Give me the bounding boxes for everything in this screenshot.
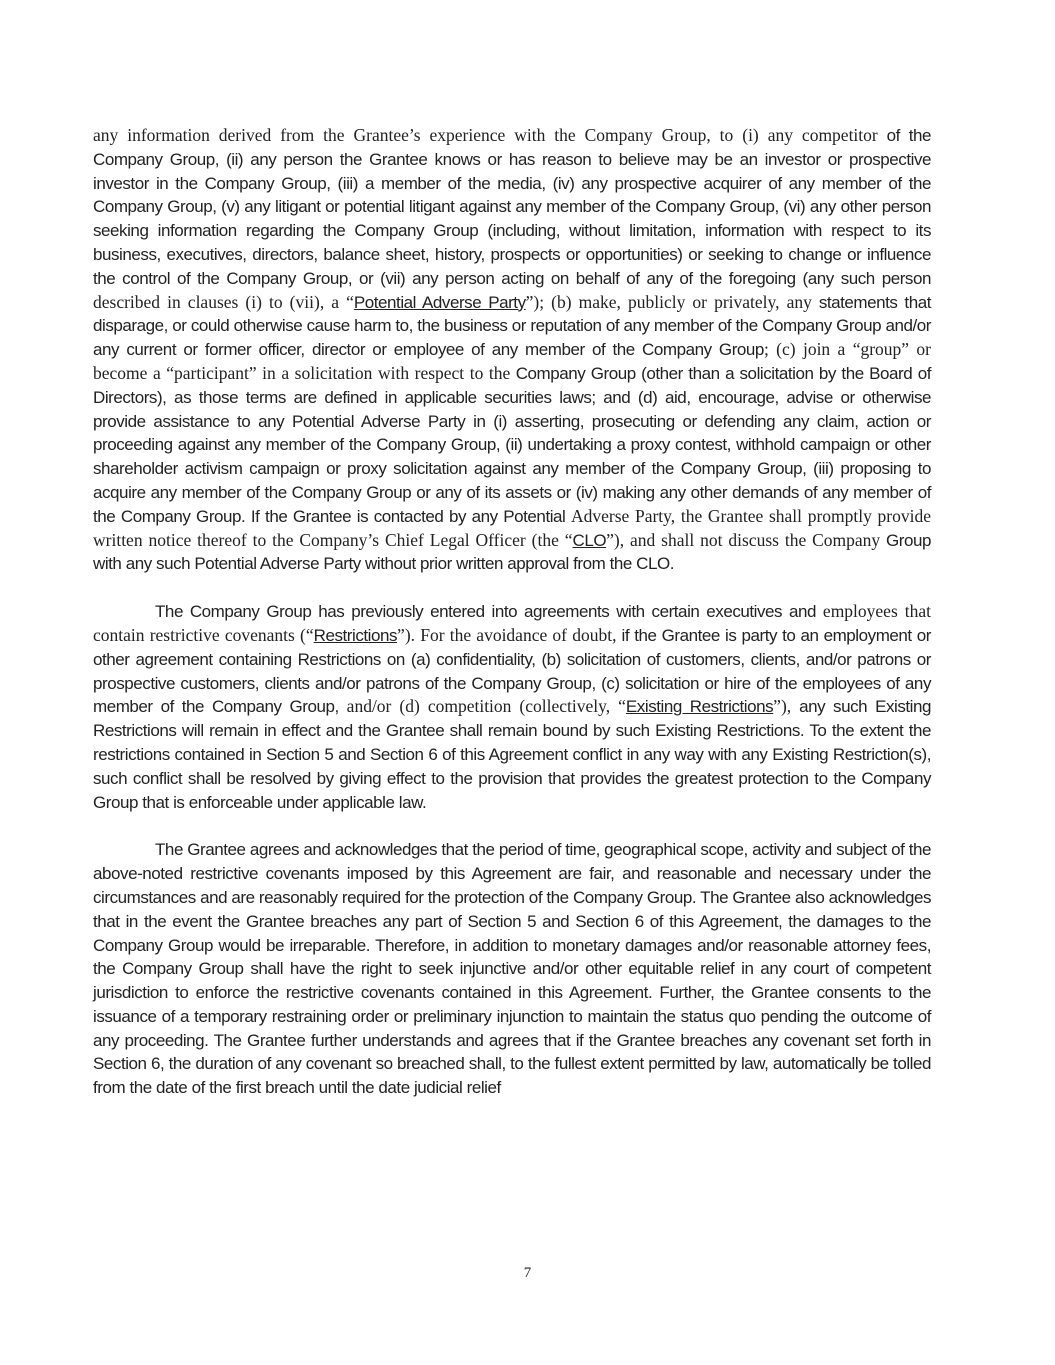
text-run: The Grantee agrees and acknowledges that the period of time, geographical scope, activity and subject of the above-noted restrictive covenants imposed by this Agreement are fair, and reasonable and necessary under the circumstances and are reasonably required for the protection of the Company Group. The Grantee also acknowledges that in the event the Grantee breaches any part of Section 5 and Section 6 of this Agreement, the damages to the Company Group would be irreparable. Therefore, in addition to monetary damages and/or reasonable attorney fees, the Company Group shall have the right to seek injunctive and/or other equitable relief in any court of competent jurisdiction to enforce the restrictive covenants contained in this Agreement. Further, the Grantee consents to the issuance of a temporary restraining order or preliminary injunction to maintain the status quo pending the outcome of any proceeding. The Grantee further understands and agrees that if the Grantee breaches any covenant set forth in Section 6, the duration of any covenant so breached shall, to the fullest extent permitted by law, automatically be tolled from the date of the first breach until the date judicial relief	[93, 840, 931, 1098]
defined-term: CLO	[572, 530, 607, 550]
text-run: ”). For the avoidance of doubt,	[397, 624, 617, 645]
defined-term: Potential Adverse Party	[353, 292, 526, 312]
defined-term: Restrictions	[313, 625, 398, 645]
defined-term: Existing Restrictions	[625, 697, 774, 717]
text-run: described in clauses (i) to (vii), a “	[93, 291, 354, 312]
text-run: ”); (b) make, publicly or privately, any	[525, 291, 812, 312]
page-number: 7	[523, 1265, 532, 1281]
text-run: Company Group (other than a solicitation by the Board of Directors), as those terms are defined in applicable securities laws; and (d) aid, encourage, advise or otherwise provide assistance to any Potential Adverse Party in (i) asserting, prosecuting or defending any claim, action or proceeding against any member of the Company Group, (ii) undertaking a proxy contest, withhold campaign or other shareholder activism campaign or proxy solicitation against any member of the Company Group, (iii) proposing to acquire any member of the Company Group or any of its assets or (iv) making any other demands of any member of the Company Group. If the Grantee is contacted by any Potential	[93, 363, 931, 526]
paragraph-1	[93, 124, 931, 576]
text-run: ; (c) join a “group” or become a “participant” in a solicitation with respect to the	[93, 339, 931, 383]
page-body	[93, 124, 931, 1100]
text-run: of the Company Group, (ii) any person the Grantee knows or has reason to believe may be an investor or prospective investor in the Company Group, (iii) a member of the media, (iv) any prospective acquirer of any member of the Company Group, (v) any litigant or potential litigant against any member of the Company Group, (vi) any other person seeking information regarding the Company Group (including, without limitation, information with respect to its business, executives, directors, balance sheet, history, prospects or opportunities) or seeking to change or influence the control of the Company Group, or (vii) any person acting on behalf of any of the foregoing (any such person	[93, 126, 931, 288]
paragraph-3	[93, 838, 931, 1100]
text-run: The Company Group has previously entered into agreements with certain executives and	[155, 602, 823, 622]
text-run: ”), and shall not discuss the Company	[606, 529, 881, 550]
text-run: and/or (d) competition (collectively, “	[346, 696, 626, 717]
text-run: ”),	[773, 696, 792, 717]
paragraph-2	[93, 600, 931, 814]
text-run: any information derived from the Grantee’s experience with the Company Group, to (i) any competitor	[93, 125, 878, 145]
text-run: statements that disparage, or could otherwise cause harm to, the business or reputation of any member of the Company Group and/or any current or former officer, director or employee of any member of the Company Group	[93, 292, 931, 360]
text-run: any such Existing Restrictions will remain in effect and the Grantee shall remain bound by such Existing Restrictions. To the extent the restrictions contained in Section 5 and Section 6 of this Agreement conflict in any way with any Existing Restriction(s), such conflict shall be resolved by giving effect to the provision that provides the greatest protection to the Company Group that is enforceable under applicable law.	[93, 697, 931, 812]
text-run: Adverse Party, the Grantee shall promptly provide written notice thereof to the Company’s Chief Legal Officer (the “	[93, 505, 932, 550]
text-run: employees that contain restrictive covenants (“	[93, 601, 931, 645]
text-run: Group with any such Potential Adverse Party without prior written approval from the CLO.	[93, 530, 931, 574]
text-run: if the Grantee is party to an employment or other agreement containing Restrictions on (a) confidentiality, (b) solicitation of customers, clients, and/or patrons or prospective customers, clients and/or patrons of the Company Group, (c) solicitation or hire of the employees of any member of the Company Group,	[93, 625, 931, 717]
